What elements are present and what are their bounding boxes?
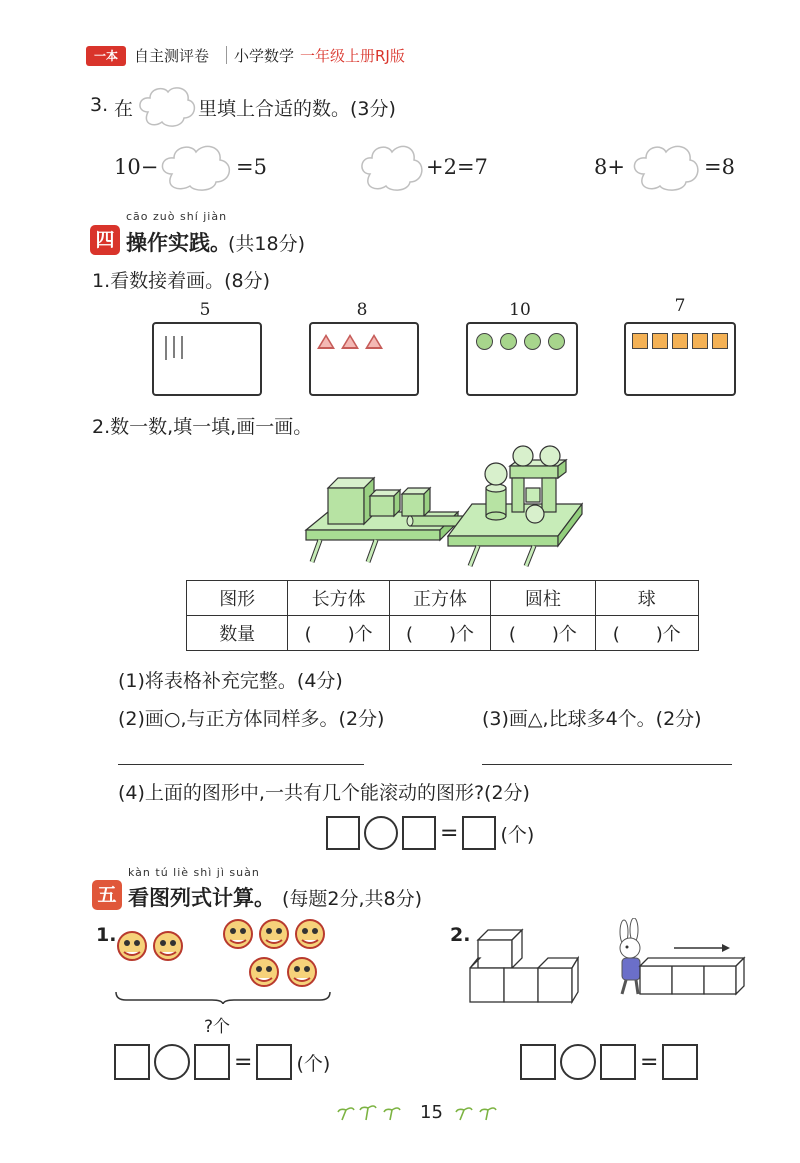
- section5-pinyin: kàn tú liè shì jì suàn: [128, 866, 260, 879]
- tally-marks: [162, 332, 192, 364]
- table-header-row: [187, 581, 699, 616]
- grade-title: 一年级上册RJ版: [300, 47, 405, 65]
- sprout-decoration-left-icon: [336, 1104, 408, 1124]
- circle-icon: [500, 333, 517, 354]
- section5-title: 看图列式计算。: [128, 886, 275, 910]
- square-icon: [712, 333, 728, 353]
- drawing-box[interactable]: [624, 322, 736, 396]
- q3-prefix: 在: [114, 98, 134, 120]
- operator-circle[interactable]: [154, 1044, 190, 1080]
- equals-sign: =: [440, 820, 459, 846]
- triangle-icon: [317, 334, 335, 353]
- circle-icon: [548, 333, 565, 354]
- rabbit-pushing-cubes: [610, 918, 746, 1000]
- q3-suffix: 里填上合适的数。(3分): [198, 98, 396, 120]
- section5-score: (每题2分,共8分): [282, 888, 423, 910]
- drawing-box[interactable]: [309, 322, 419, 396]
- answer-box[interactable]: [662, 1044, 698, 1080]
- drawing-box[interactable]: [152, 322, 262, 396]
- table-header: 正方体: [389, 581, 490, 616]
- answer-box[interactable]: [194, 1044, 230, 1080]
- table-header: 长方体: [288, 581, 389, 616]
- box-number: 8: [356, 300, 368, 320]
- s4-q2-title: 2.数一数,填一填,画一画。: [92, 416, 313, 438]
- eq3-left: 8+: [594, 155, 625, 179]
- triangle-icon: [341, 334, 359, 353]
- subject-title: 小学数学: [234, 47, 295, 65]
- table-header: 球: [595, 581, 698, 616]
- answer-box[interactable]: [402, 816, 436, 850]
- cloud-answer-3[interactable]: [628, 140, 704, 194]
- equation-row-3: [520, 1044, 698, 1080]
- square-icon: [652, 333, 668, 353]
- table-header: 圆柱: [491, 581, 595, 616]
- circle-icon: [476, 333, 493, 354]
- question-mark-label: ?个: [204, 1017, 231, 1037]
- brand-logo: 一本: [86, 46, 126, 66]
- sub-question-4: (4)上面的图形中,一共有几个能滚动的图形?(2分): [118, 782, 530, 804]
- section4-pinyin: cāo zuò shí jiàn: [126, 210, 228, 223]
- section4-score: (共18分): [228, 233, 306, 255]
- count-cell[interactable]: ( )个: [595, 616, 698, 651]
- drawing-box[interactable]: [466, 322, 578, 396]
- unit-label: (个): [500, 823, 535, 846]
- answer-box[interactable]: [256, 1044, 292, 1080]
- rabbit-icon: [620, 918, 640, 994]
- cloud-blank: [134, 82, 198, 130]
- cloud-answer-1[interactable]: [156, 140, 236, 194]
- sprout-decoration-right-icon: [452, 1104, 504, 1124]
- answer-line-2[interactable]: [118, 764, 364, 765]
- box-number: 10: [509, 300, 531, 320]
- stacked-cubes: [466, 920, 586, 1010]
- s4-q1-title: 1.看数接着画。(8分): [92, 270, 271, 292]
- unit-label: (个): [296, 1052, 331, 1075]
- answer-line-3[interactable]: [482, 764, 732, 765]
- lion-dance-illustration: [112, 914, 334, 1004]
- count-table: [186, 580, 699, 651]
- count-cell[interactable]: ( )个: [389, 616, 490, 651]
- answer-box[interactable]: [520, 1044, 556, 1080]
- equation-row-2: [114, 1044, 330, 1080]
- q3-number: 3.: [90, 94, 109, 116]
- count-cell[interactable]: ( )个: [491, 616, 595, 651]
- answer-box[interactable]: [462, 816, 496, 850]
- eq2-right: +2=7: [426, 155, 488, 179]
- sub-question-2: (2)画○,与正方体同样多。(2分): [118, 708, 385, 730]
- section5-badge: 五: [92, 880, 122, 910]
- table-header: 图形: [187, 581, 288, 616]
- box-number: 7: [674, 296, 686, 316]
- table-row: [187, 616, 699, 651]
- square-icon: [672, 333, 688, 353]
- answer-box[interactable]: [114, 1044, 150, 1080]
- answer-box[interactable]: [326, 816, 360, 850]
- eq1-left: 10−: [114, 155, 159, 179]
- problem-2-number: 2.: [450, 924, 471, 946]
- problem-1-number: 1.: [96, 924, 117, 946]
- eq3-right: =8: [704, 155, 735, 179]
- eq1-right: =5: [236, 155, 267, 179]
- triangle-icon: [365, 334, 383, 353]
- operator-circle[interactable]: [364, 816, 398, 850]
- equals-sign: =: [640, 1049, 659, 1075]
- count-cell[interactable]: ( )个: [288, 616, 389, 651]
- answer-box[interactable]: [600, 1044, 636, 1080]
- solids-illustration: [298, 444, 588, 572]
- cloud-answer-2[interactable]: [356, 140, 428, 194]
- square-icon: [632, 333, 648, 353]
- square-icon: [692, 333, 708, 353]
- section4-title: 操作实践。: [126, 231, 231, 255]
- section4-badge: 四: [90, 225, 120, 255]
- header-divider: [226, 46, 227, 64]
- page-number: 15: [420, 1102, 443, 1123]
- box-number: 5: [199, 300, 211, 320]
- operator-circle[interactable]: [560, 1044, 596, 1080]
- equals-sign: =: [234, 1049, 253, 1075]
- circle-icon: [524, 333, 541, 354]
- equation-row-1: [326, 816, 534, 850]
- series-title: 自主测评卷: [134, 47, 210, 65]
- lion-head-icon: [118, 932, 146, 960]
- sub-question-1: (1)将表格补充完整。(4分): [118, 670, 343, 692]
- row-label: 数量: [187, 616, 288, 651]
- sub-question-3: (3)画△,比球多4个。(2分): [482, 708, 702, 730]
